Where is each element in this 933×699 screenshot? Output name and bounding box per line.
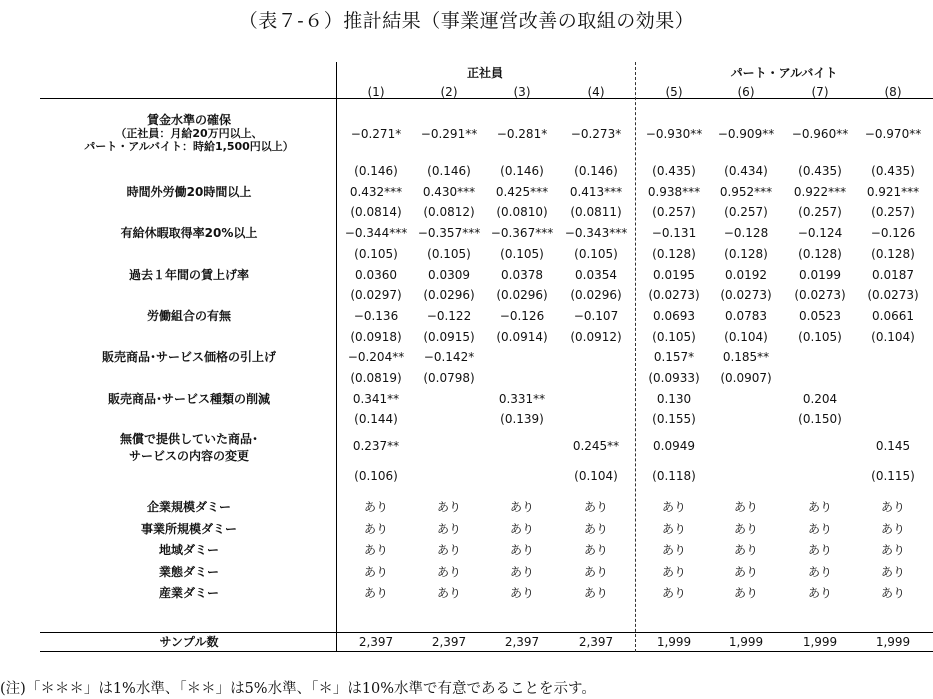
dummy-cell: あり xyxy=(363,500,389,514)
dummy-cell: あり xyxy=(363,543,389,557)
dummy-cell: あり xyxy=(880,521,906,536)
coefficient-cell: −0.126 xyxy=(499,308,545,323)
dummy-cell: あり xyxy=(807,564,833,579)
coefficient-cell: 0.0354 xyxy=(575,267,617,282)
dummy-cell: あり xyxy=(733,564,759,579)
std-error-cell: (0.146) xyxy=(354,164,398,178)
row-label: サービスの内容の変更 xyxy=(128,449,249,464)
std-error-cell: (0.257) xyxy=(871,205,915,220)
std-error-cell: (0.0810) xyxy=(496,205,548,220)
std-error-cell: (0.105) xyxy=(500,246,544,261)
std-error-cell: (0.104) xyxy=(724,329,768,344)
sample-rule-bottom xyxy=(40,651,933,652)
std-error-cell: (0.0273) xyxy=(720,288,772,303)
std-error-cell: (0.0811) xyxy=(570,205,622,220)
std-error-cell: (0.0812) xyxy=(423,205,475,220)
std-error-cell: (0.146) xyxy=(427,164,471,178)
std-error-cell: (0.155) xyxy=(652,412,696,427)
dummy-cell: あり xyxy=(583,521,609,536)
coefficient-cell: 0.922*** xyxy=(793,184,847,199)
std-error-cell: (0.146) xyxy=(574,164,618,178)
dummy-cell: あり xyxy=(509,543,535,557)
dummy-cell: あり xyxy=(661,521,687,536)
coefficient-cell: 0.0949 xyxy=(653,439,695,454)
coefficient-cell: 0.425*** xyxy=(495,184,549,199)
coefficient-cell: 0.0378 xyxy=(501,267,543,282)
coefficient-cell: 0.952*** xyxy=(719,184,773,199)
std-error-cell: (0.434) xyxy=(724,164,768,178)
coefficient-cell: −0.128 xyxy=(723,226,769,241)
dummy-cell: あり xyxy=(436,500,462,514)
std-error-cell: (0.105) xyxy=(652,329,696,344)
coefficient-cell: −0.142* xyxy=(423,350,475,365)
std-error-cell: (0.128) xyxy=(798,246,842,261)
group-divider xyxy=(635,62,636,652)
group-header-regular: 正社員 xyxy=(466,66,504,80)
coefficient-cell: 0.157* xyxy=(653,350,695,365)
sample-cell: 1,999 xyxy=(875,635,911,649)
std-error-cell: (0.0296) xyxy=(423,288,475,303)
dummy-cell: あり xyxy=(436,543,462,557)
row-label: （正社員：月給20万円以上、 xyxy=(115,127,263,140)
std-error-cell: (0.257) xyxy=(724,205,768,220)
row-label: 時間外労働20時間以上 xyxy=(126,184,252,199)
sample-cell: 1,999 xyxy=(728,635,764,649)
std-error-cell: (0.128) xyxy=(871,246,915,261)
column-number: (4) xyxy=(587,85,605,99)
std-error-cell: (0.0296) xyxy=(496,288,548,303)
sample-cell: 2,397 xyxy=(578,635,614,649)
dummy-cell: あり xyxy=(880,564,906,579)
std-error-cell: (0.0273) xyxy=(648,288,700,303)
dummy-cell: あり xyxy=(807,543,833,557)
dummy-cell: あり xyxy=(583,564,609,579)
coefficient-cell: −0.124 xyxy=(797,226,843,241)
column-number: (2) xyxy=(440,85,458,99)
std-error-cell: (0.0297) xyxy=(350,288,402,303)
coefficient-cell: −0.131 xyxy=(651,226,697,241)
std-error-cell: (0.128) xyxy=(652,246,696,261)
dummy-label: 業態ダミー xyxy=(158,564,219,579)
coefficient-cell: −0.357*** xyxy=(417,226,481,241)
std-error-cell: (0.0296) xyxy=(570,288,622,303)
coefficient-cell: 0.0199 xyxy=(799,267,841,282)
dummy-cell: あり xyxy=(733,500,759,514)
column-number: (8) xyxy=(884,85,902,99)
dummy-cell: あり xyxy=(509,586,535,600)
std-error-cell: (0.104) xyxy=(871,329,915,344)
sample-cell: 2,397 xyxy=(504,635,540,649)
dummy-cell: あり xyxy=(661,500,687,514)
coefficient-cell: −0.126 xyxy=(870,226,916,241)
coefficient-cell: 0.145 xyxy=(875,439,911,454)
column-number: (7) xyxy=(811,85,829,99)
std-error-cell: (0.0907) xyxy=(720,371,772,385)
std-error-cell: (0.435) xyxy=(798,164,842,178)
coefficient-cell: −0.960** xyxy=(791,127,849,141)
dummy-label: 産業ダミー xyxy=(158,586,219,600)
table-title: （表７-６）推計結果（事業運営改善の取組の効果） xyxy=(238,10,695,32)
std-error-cell: (0.105) xyxy=(427,246,471,261)
dummy-cell: あり xyxy=(509,521,535,536)
std-error-cell: (0.0819) xyxy=(350,371,402,385)
std-error-cell: (0.128) xyxy=(724,246,768,261)
coefficient-cell: 0.331** xyxy=(498,391,546,406)
std-error-cell: (0.257) xyxy=(652,205,696,220)
std-error-cell: (0.0273) xyxy=(794,288,846,303)
dummy-cell: あり xyxy=(583,586,609,600)
coefficient-cell: −0.136 xyxy=(353,308,399,323)
dummy-cell: あり xyxy=(661,564,687,579)
coefficient-cell: 0.0360 xyxy=(355,267,397,282)
row-label: 販売商品･サービス価格の引上げ xyxy=(101,350,276,365)
std-error-cell: (0.0933) xyxy=(648,371,700,385)
std-error-cell: (0.0912) xyxy=(570,329,622,344)
coefficient-cell: 0.0783 xyxy=(725,308,767,323)
column-number: (5) xyxy=(665,85,683,99)
dummy-label: 地域ダミー xyxy=(158,543,219,557)
coefficient-cell: 0.0693 xyxy=(653,308,695,323)
row-label: パート・アルバイト：時給1,500円以上） xyxy=(84,140,294,153)
dummy-cell: あり xyxy=(661,586,687,600)
coefficient-cell: 0.130 xyxy=(656,391,692,406)
dummy-cell: あり xyxy=(363,586,389,600)
dummy-cell: あり xyxy=(880,500,906,514)
std-error-cell: (0.146) xyxy=(500,164,544,178)
coefficient-cell: −0.291** xyxy=(420,127,478,141)
dummy-cell: あり xyxy=(583,543,609,557)
sample-cell: 1,999 xyxy=(656,635,692,649)
coefficient-cell: 0.204 xyxy=(802,391,838,406)
std-error-cell: (0.106) xyxy=(354,469,398,484)
std-error-cell: (0.115) xyxy=(871,469,915,484)
std-error-cell: (0.139) xyxy=(500,412,544,427)
coefficient-cell: 0.0523 xyxy=(799,308,841,323)
std-error-cell: (0.105) xyxy=(798,329,842,344)
std-error-cell: (0.150) xyxy=(798,412,842,427)
coefficient-cell: 0.938*** xyxy=(647,184,701,199)
coefficient-cell: −0.343*** xyxy=(564,226,628,241)
column-number: (6) xyxy=(737,85,755,99)
coefficient-cell: 0.0661 xyxy=(872,308,914,323)
dummy-cell: あり xyxy=(733,543,759,557)
coefficient-cell: −0.970** xyxy=(864,127,922,141)
coefficient-cell: −0.122 xyxy=(426,308,472,323)
coefficient-cell: 0.185** xyxy=(722,350,770,365)
coefficient-cell: 0.921*** xyxy=(866,184,920,199)
dummy-cell: あり xyxy=(807,586,833,600)
sample-cell: 2,397 xyxy=(431,635,467,649)
std-error-cell: (0.0915) xyxy=(423,329,475,344)
dummy-cell: あり xyxy=(509,500,535,514)
std-error-cell: (0.118) xyxy=(652,469,696,484)
sample-cell: 2,397 xyxy=(358,635,394,649)
row-label: 労働組合の有無 xyxy=(146,308,231,323)
coefficient-cell: 0.245** xyxy=(572,439,620,454)
coefficient-cell: −0.909** xyxy=(717,127,775,141)
regression-table xyxy=(40,62,933,652)
sample-label: サンプル数 xyxy=(159,635,219,649)
dummy-cell: あり xyxy=(661,543,687,557)
coefficient-cell: 0.237** xyxy=(352,439,400,454)
footnote: (注)「＊＊＊」は1%水準、「＊＊」は5%水準、「＊」は10%水準で有意であることを示す。 xyxy=(0,681,596,697)
coefficient-cell: 0.413*** xyxy=(569,184,623,199)
std-error-cell: (0.435) xyxy=(871,164,915,178)
row-label: 無償で提供していた商品･ xyxy=(119,432,258,447)
dummy-cell: あり xyxy=(807,521,833,536)
row-label: 販売商品･サービス種類の削減 xyxy=(107,391,270,406)
coefficient-cell: 0.0309 xyxy=(428,267,470,282)
sample-cell: 1,999 xyxy=(802,635,838,649)
dummy-label: 企業規模ダミー xyxy=(146,500,231,514)
dummy-cell: あり xyxy=(436,564,462,579)
coefficient-cell: 0.341** xyxy=(352,391,400,406)
sample-rule-top xyxy=(40,632,933,633)
row-label: 有給休暇取得率20%以上 xyxy=(120,226,258,241)
header-rule xyxy=(40,98,933,99)
dummy-cell: あり xyxy=(363,564,389,579)
std-error-cell: (0.0914) xyxy=(496,329,548,344)
std-error-cell: (0.105) xyxy=(574,246,618,261)
column-number: (1) xyxy=(367,85,385,99)
dummy-cell: あり xyxy=(733,521,759,536)
coefficient-cell: −0.107 xyxy=(573,308,619,323)
coefficient-cell: 0.0187 xyxy=(872,267,914,282)
coefficient-cell: 0.0195 xyxy=(653,267,695,282)
std-error-cell: (0.257) xyxy=(798,205,842,220)
dummy-cell: あり xyxy=(733,586,759,600)
dummy-cell: あり xyxy=(363,521,389,536)
std-error-cell: (0.0273) xyxy=(867,288,919,303)
std-error-cell: (0.0814) xyxy=(350,205,402,220)
std-error-cell: (0.0918) xyxy=(350,329,402,344)
dummy-cell: あり xyxy=(583,500,609,514)
coefficient-cell: 0.432*** xyxy=(349,184,403,199)
dummy-cell: あり xyxy=(509,564,535,579)
coefficient-cell: −0.273* xyxy=(570,127,622,141)
std-error-cell: (0.144) xyxy=(354,412,398,427)
dummy-cell: あり xyxy=(436,521,462,536)
std-error-cell: (0.105) xyxy=(354,246,398,261)
coefficient-cell: −0.344*** xyxy=(344,226,408,241)
std-error-cell: (0.435) xyxy=(652,164,696,178)
dummy-cell: あり xyxy=(880,586,906,600)
std-error-cell: (0.0798) xyxy=(423,371,475,385)
dummy-cell: あり xyxy=(880,543,906,557)
std-error-cell: (0.104) xyxy=(574,469,618,484)
row-label: 過去１年間の賃上げ率 xyxy=(128,267,249,282)
coefficient-cell: −0.367*** xyxy=(490,226,554,241)
group-header-parttime: パート・アルバイト xyxy=(730,66,838,80)
dummy-cell: あり xyxy=(807,500,833,514)
coefficient-cell: 0.430*** xyxy=(422,184,476,199)
dummy-cell: あり xyxy=(436,586,462,600)
coefficient-cell: −0.281* xyxy=(496,127,548,141)
coefficient-cell: −0.930** xyxy=(645,127,703,141)
coefficient-cell: −0.271* xyxy=(350,127,402,141)
column-number: (3) xyxy=(513,85,531,99)
row-label: 賃金水準の確保 xyxy=(146,113,231,127)
coefficient-cell: −0.204** xyxy=(347,350,405,365)
dummy-label: 事業所規模ダミー xyxy=(140,521,237,536)
coefficient-cell: 0.0192 xyxy=(725,267,767,282)
